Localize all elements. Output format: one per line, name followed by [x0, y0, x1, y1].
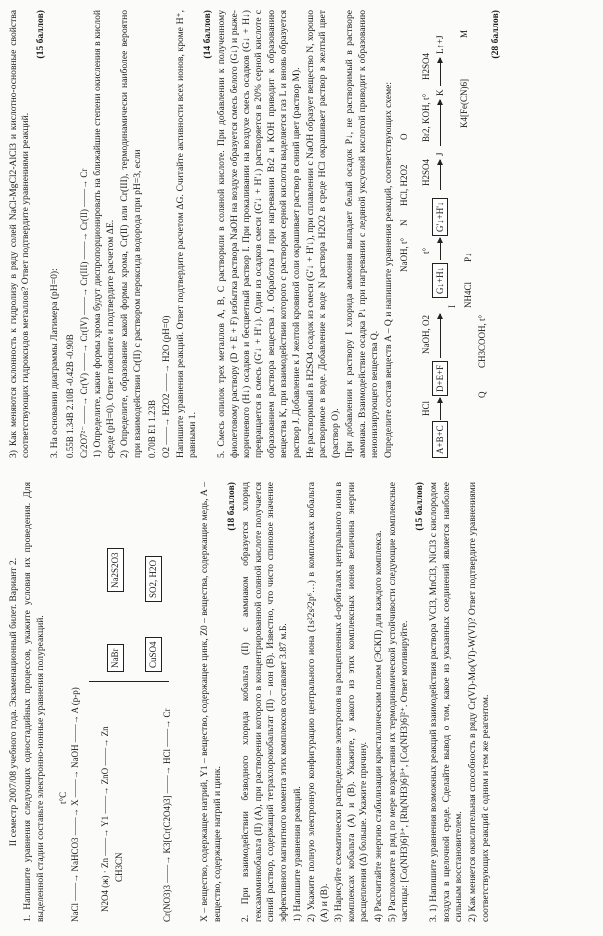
arrow-4	[440, 160, 441, 190]
task2-text: 2. При взаимодействии безводного хлорида кобальта (II) с аммиаком образуется хлорид гексаамминкобальта (II) (A), при растворении которого в концентрированной соляной кислоте получается синий раствор, содержащий тетрахлорокобальтат (II) – ион (B). Известно, что чисто спиновое значение эффективного магнитного момента этих комплексов составляет 3.87 м.Б.	[240, 482, 289, 922]
latimer-cr: Cr2O7²⁻ ——→ Cr(V) ——→ Cr(IV) ——→ Cr(III) ——→ Cr(II) ——→ Cr	[79, 168, 90, 458]
latimer-o-values: 0.70B E1 1.23B	[147, 399, 158, 458]
task2-item-4: 4) Рассчитайте энергию стабилизации кристаллическим полем (ЭСКП) для каждого комплекса.	[372, 530, 384, 922]
task5-points: (28 баллов)	[489, 10, 501, 59]
label-i: I	[446, 305, 457, 308]
box-so2: SO2, H2O	[145, 556, 161, 602]
box-gh: G↓+H↓	[432, 263, 448, 298]
page-title: II семестр 2007/08 учебного года. Экзаменационный билет. Вариант 2.	[8, 557, 19, 847]
task2-item-3: 3) Нарисуйте схематически распределение электронов на расщепленных d-орбиталях центрального иона в комплексах кобальта (A) и (B). Укажите, у какого из этих комплексных ионов величина энергии расщепления (Δ) больше. Укажите причину.	[333, 482, 370, 922]
label-ch3cooh: CH3COOH, t°	[476, 314, 487, 368]
task4-text: 3. На основании диаграммы Латимера (pH=0):	[49, 268, 61, 458]
task4-points: (14 баллов)	[201, 10, 213, 59]
latimer-cr-values: 0.55B 1.34B 2.10B -0.42B -0.90B	[64, 334, 75, 458]
task1-legend: X – вещество, содержащее натрий, Y1 – вещество, содержащее цинк, Z0 – вещества, содержащие медь, А – вещество, содержащее натрий и цинк.	[199, 481, 223, 922]
label-n: N	[398, 219, 409, 226]
task4-q1: 1) Определите, какие формы хрома будут диспропорционировать на ближайшие степени окисления в кислой среде (pH=0). Ответ поясните и подтвердите расчетом ΔE.	[92, 10, 116, 458]
arrow-3	[440, 238, 441, 260]
box-nabr: NaBr	[107, 645, 123, 673]
task2-item-1: 1) Напишите уравнения реакций.	[292, 786, 304, 922]
scheme2: N2O4 (ж) · Zn ——→ Y1 ——→ ZnO ——→ Zn	[100, 726, 111, 912]
label-naoh-t: NaOH, t°	[398, 237, 409, 272]
scheme1: NaCl ——→ NaHCO3 ——→ X ——→ NaOH ——→ A (р-р)	[70, 687, 81, 922]
label-k: K	[434, 89, 445, 96]
task3-text: 3. 1) Напишите уравнения возможных реакций взаимодействия раствора VCl3, MnCl3, NiCl3 с кислородом воздуха в щелочной среде. Сделайте вывод о том, какое из указанных соединений является наиболее сильным восстановителем.	[428, 482, 464, 922]
box-def: D+E+F	[432, 361, 448, 396]
task3-points: (15 баллов)	[34, 10, 46, 59]
label-nh4cl: NH4Cl	[462, 281, 473, 308]
arrow-5	[440, 100, 441, 146]
label-h2so4: H2SO4	[420, 158, 431, 186]
arrow-1	[440, 398, 441, 420]
label-p: P↓	[462, 252, 473, 262]
label-naoh-o2: NaOH, O2	[420, 315, 431, 354]
label-k4fecn6: K4[Fe(CN)6]	[458, 79, 469, 128]
arrow-2	[440, 314, 441, 358]
task4-q2: 2) Определите, образование какой формы хрома, Cr(II) или Cr(III), термодинамически наиболее вероятно при взаимодействии Cr(II) с раствором пероксида водорода при pH=3, если	[119, 10, 143, 458]
task5-scheme	[398, 10, 490, 458]
label-h2so4-2: H2SO4	[420, 52, 431, 80]
scheme3: Cr(NO3)3 ——→ K3[Cr(C2O4)3] ——→ HCl ——→ Cr	[162, 708, 173, 922]
task3-q3: 3) Как меняются склонность к гидролизу в ряду солей NaCl-MgCl2-AlCl3 и кислотно-основные свойства соответствующих гидроксидов металлов? Ответ подтвердите уравнениями реакций.	[8, 10, 32, 458]
left-column	[8, 482, 494, 922]
task5-p3: При добавлении к раствору I хлорида аммония выпадает белый осадок P↓, не растворимый в растворе аммиака. Взаимодействие осадка P↓ при нагревании с ледяной уксусной кислотой приводит к образованию неионизирующего вещества Q.	[344, 10, 380, 458]
box-abc: A+B+C	[432, 421, 448, 458]
label-q: Q	[476, 391, 487, 398]
latimer-o: O2 ——→ H2O2 ——→ H2O (pH=0)	[161, 315, 172, 458]
task3-q2: 2) Как меняется окислительная способность в ряду Cr(VI)-Mo(VI)-W(VI)? Ответ подтвердите уравнениями соответствующих реакций с одним и тем же реагентом.	[467, 482, 491, 922]
label-hcl: HCl	[420, 400, 431, 416]
task2-points: (15 баллов)	[413, 482, 425, 531]
scheme2-condition: CH3CN	[114, 852, 125, 882]
task2-item-2: 2) Укажите полную электронную конфигурацию центрального иона (1s²2s²2p⁶…) в комплексах кобальта (A) и (B).	[306, 482, 330, 922]
label-t: t°	[420, 247, 431, 254]
task5-p4: Определите состав веществ A – Q и напишите уравнения реакций, соответствующих схеме:	[383, 81, 395, 458]
box-gh-prime: G'↓+H'↓	[432, 198, 448, 236]
label-br2-koh: Br2, KOH, t°	[420, 93, 431, 142]
label-o: O	[398, 133, 409, 140]
task1-points: (18 баллов)	[226, 482, 238, 531]
label-m: M	[458, 29, 469, 38]
right-column	[8, 10, 504, 458]
scheme-connector	[89, 681, 169, 682]
task5-p2: Не растворимый в H2SO4 осадок из смеси (G'↓ + H'↓), при сплавлении с NaOH образует вещество N, хорошо растворимое в воде. Добавление к воде N раствора H2O2 в среде HCl окрашивает раствор в желтый цвет (раствор O).	[304, 10, 341, 458]
label-hcl-h2o2: HCl, H2O2	[398, 164, 409, 206]
box-cuso4: CuSO4	[145, 637, 161, 672]
scheme1-condition: t°C	[58, 791, 69, 804]
box-na2s2o3: Na2S2O3	[107, 549, 123, 593]
task5-text: 5. Смесь опилок трех металлов A, B, C растворили в соляной кислоте. При добавлении к полученному фиолетовому раствору (D + E + F) избытка раствора NaOH на воздухе образуется смесь белого (G↓) и рыже-коричневого (H↓) осадков и бесцветный раствор I. При прокаливании на воздухе смесь осадков (G↓ + H↓) превращается в смесь (G'↓ + H'↓). Один из осадков смеси (G'↓ + H'↓) растворяется в 20% серной кислоте с образованием раствора вещества J. Обработка J при нагревании Br2 и KOH приводит к образованию вещества K, при взаимодействии которого с раствором серной кислоты выделяется газ L и вновь образуется раствор J. Добавление к J желтой кровяной соли окрашивает раствор в синий цвет (раствор M).	[216, 10, 302, 458]
task1-text: 1. Напишите уравнения следующих одностадийных процессов, укажите условия их проведения. Для выделенной стадии составьте электронно-ионные уравнения полуреакций.	[22, 482, 46, 922]
task2-item-5: 5) Расположите в ряд по мере возрастания их термодинамической устойчивости следующие комплексные частицы: [Co(NH3)6]³⁺, [Rh(NH3)6]³⁺, [Co(NH3)6]²⁺. Ответ мотивируйте.	[386, 482, 411, 922]
label-l-j: L↑+J	[434, 35, 445, 54]
label-j: J	[434, 152, 445, 156]
arrow-6	[440, 58, 441, 86]
task4-q3: Напишите уравнения реакций. Ответ подтвердите расчетом ΔG. Считайте активности всех ионов, кроме H⁺, равными 1.	[174, 10, 199, 458]
task1-scheme	[49, 482, 199, 922]
